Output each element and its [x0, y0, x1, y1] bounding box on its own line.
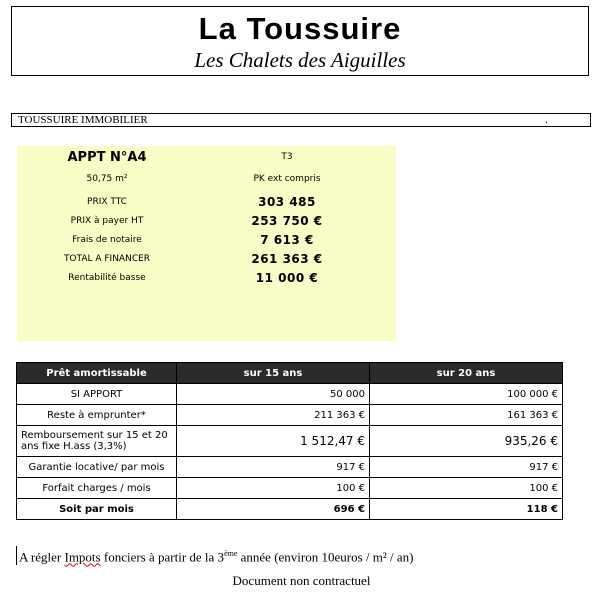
value-20-years: 118 €: [370, 499, 563, 520]
value-20-years: 161 363 €: [370, 405, 563, 426]
note-prefix: A régler: [19, 549, 65, 565]
table-total-row: [17, 499, 563, 520]
value-20-years: 917 €: [370, 457, 563, 478]
apartment-row-label: TOTAL A FINANCER: [63, 254, 151, 264]
apartment-row-value: 261 363 €: [251, 252, 323, 266]
apartment-row-value: 253 750 €: [251, 214, 323, 228]
value-15-years: 100 €: [177, 478, 370, 499]
footer-disclaimer: Document non contractuel: [232, 573, 371, 588]
table-row: [17, 405, 563, 426]
apartment-row-value: 11 000 €: [255, 271, 319, 285]
note-superscript: ème: [224, 549, 238, 558]
value-15-years: 1 512,47 €: [177, 426, 370, 457]
value-15-years: 917 €: [177, 457, 370, 478]
column-header: sur 15 ans: [177, 363, 370, 384]
row-label: Reste à emprunter*: [17, 405, 177, 426]
document-subtitle: Les Chalets des Aiguilles: [194, 48, 406, 72]
loan-table: [16, 362, 563, 520]
apartment-row-value: 7 613 €: [260, 233, 314, 247]
document-title: La Toussuire: [198, 11, 402, 46]
agency-box: [11, 113, 591, 127]
apartment-parking: PK ext compris: [253, 174, 321, 184]
apartment-type: T3: [281, 152, 293, 162]
note-middle: fonciers à partir de la 3: [100, 549, 225, 565]
apartment-row-label: Frais de notaire: [72, 235, 142, 245]
note-impots: Impots: [64, 549, 101, 565]
note-suffix: année (environ 10euros / m² / an): [237, 549, 414, 565]
header-box: [11, 6, 589, 76]
apartment-row-label: PRIX TTC: [87, 197, 127, 207]
table-row: [17, 426, 563, 457]
column-header: sur 20 ans: [370, 363, 563, 384]
apartment-surface: 50,75 m²: [86, 174, 128, 184]
agency-name: TOUSSUIRE IMMOBILIER: [18, 114, 148, 126]
column-header: Prêt amortissable: [17, 363, 177, 384]
row-label: SI APPORT: [17, 384, 177, 405]
table-row: [17, 478, 563, 499]
row-label: Remboursement sur 15 et 20 ans fixe H.ass (3,3%): [17, 426, 177, 457]
value-20-years: 100 €: [370, 478, 563, 499]
apartment-panel: [17, 146, 396, 341]
tax-note: [16, 546, 599, 565]
value-15-years: 211 363 €: [177, 405, 370, 426]
value-20-years: 100 000 €: [370, 384, 563, 405]
apartment-row-label: Rentabilité basse: [68, 273, 146, 283]
agency-dot: .: [545, 114, 548, 126]
row-label: Garantie locative/ par mois: [17, 457, 177, 478]
value-15-years: 50 000: [177, 384, 370, 405]
value-20-years: 935,26 €: [370, 426, 563, 457]
apartment-row-label: PRIX à payer HT: [70, 216, 144, 226]
table-header-row: [17, 363, 563, 384]
table-row: [17, 457, 563, 478]
apartment-row-value: 303 485: [258, 195, 316, 209]
apartment-title: APPT N°A4: [67, 150, 147, 165]
row-label: Soit par mois: [17, 499, 177, 520]
row-label: Forfait charges / mois: [17, 478, 177, 499]
value-15-years: 696 €: [177, 499, 370, 520]
table-row: [17, 384, 563, 405]
